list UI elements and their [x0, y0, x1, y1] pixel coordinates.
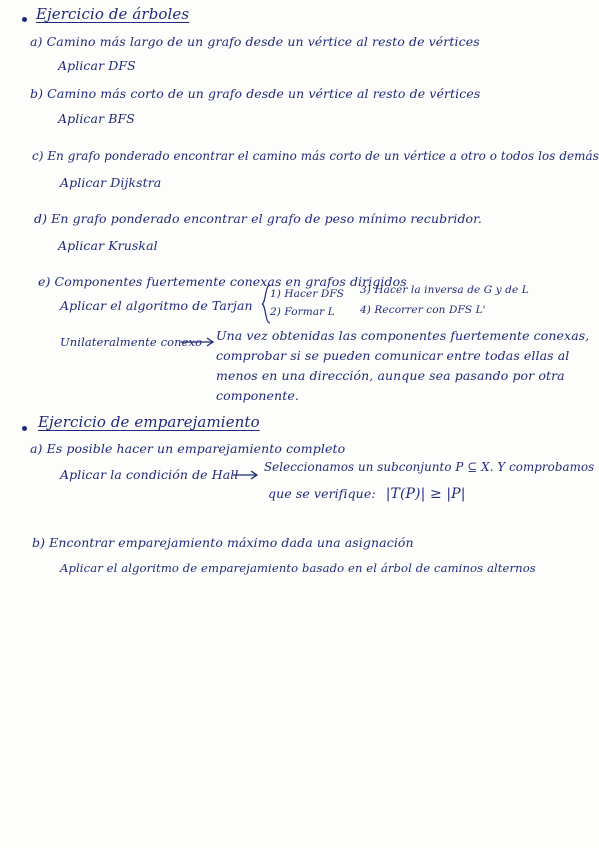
tarjan-step-3: 3) Hacer la inversa de G y de L — [360, 284, 529, 296]
tarjan-step-4: 4) Recorrer con DFS L' — [360, 304, 486, 316]
answer-a: Aplicar DFS — [58, 58, 136, 73]
hall-result-line-2 — [268, 486, 466, 502]
answer-d: Aplicar Kruskal — [58, 238, 158, 253]
arrow-icon — [180, 337, 216, 347]
tarjan-step-2: 2) Formar L — [270, 306, 335, 318]
arrow-icon — [232, 470, 260, 480]
answer-e: Aplicar el algoritmo de Tarjan — [60, 298, 253, 313]
answer-matching-a: Aplicar la condición de Hall — [60, 467, 239, 482]
question-matching-b: b) Encontrar emparejamiento máximo dada una asignación — [32, 535, 414, 550]
question-d: d) En grafo ponderado encontrar el grafo de peso mínimo recubridor. — [34, 211, 482, 226]
unilateral-desc-line-4: componente. — [216, 388, 299, 403]
question-matching-a: a) Es posible hacer un emparejamiento completo — [30, 441, 346, 456]
section-bullet — [22, 426, 27, 431]
question-b: b) Camino más corto de un grafo desde un vértice al resto de vértices — [30, 86, 481, 101]
answer-b: Aplicar BFS — [58, 111, 135, 126]
question-a: a) Camino más largo de un grafo desde un vértice al resto de vértices — [30, 34, 480, 49]
answer-matching-b: Aplicar el algoritmo de emparejamiento basado en el árbol de caminos alternos — [60, 561, 536, 575]
section-title-trees: Ejercicio de árboles — [36, 5, 190, 23]
unilateral-desc-line-3: menos en una dirección, aunque sea pasando por otra — [216, 368, 565, 383]
term-unilateral: Unilateralmente conexo — [60, 335, 203, 349]
section-title-matching: Ejercicio de emparejamiento — [38, 413, 260, 431]
answer-c: Aplicar Dijkstra — [60, 175, 162, 190]
hall-formula: |T(P)| ≥ |P| — [385, 486, 466, 502]
unilateral-desc-line-1: Una vez obtenidas las componentes fuertemente conexas, — [216, 328, 590, 343]
question-c: c) En grafo ponderado encontrar el camino más corto de un vértice a otro o todos los demás — [32, 149, 599, 163]
section-bullet — [22, 17, 27, 22]
tarjan-step-1: 1) Hacer DFS — [270, 288, 345, 300]
unilateral-desc-line-2: comprobar si se pueden comunicar entre todas ellas al — [216, 348, 570, 363]
hall-verify-label: que se verifique: — [268, 486, 376, 501]
question-e: e) Componentes fuertemente conexas en grafos dirigidos — [38, 274, 407, 289]
hall-result-line-1: Seleccionamos un subconjunto P ⊆ X. Y comprobamos — [264, 460, 595, 474]
